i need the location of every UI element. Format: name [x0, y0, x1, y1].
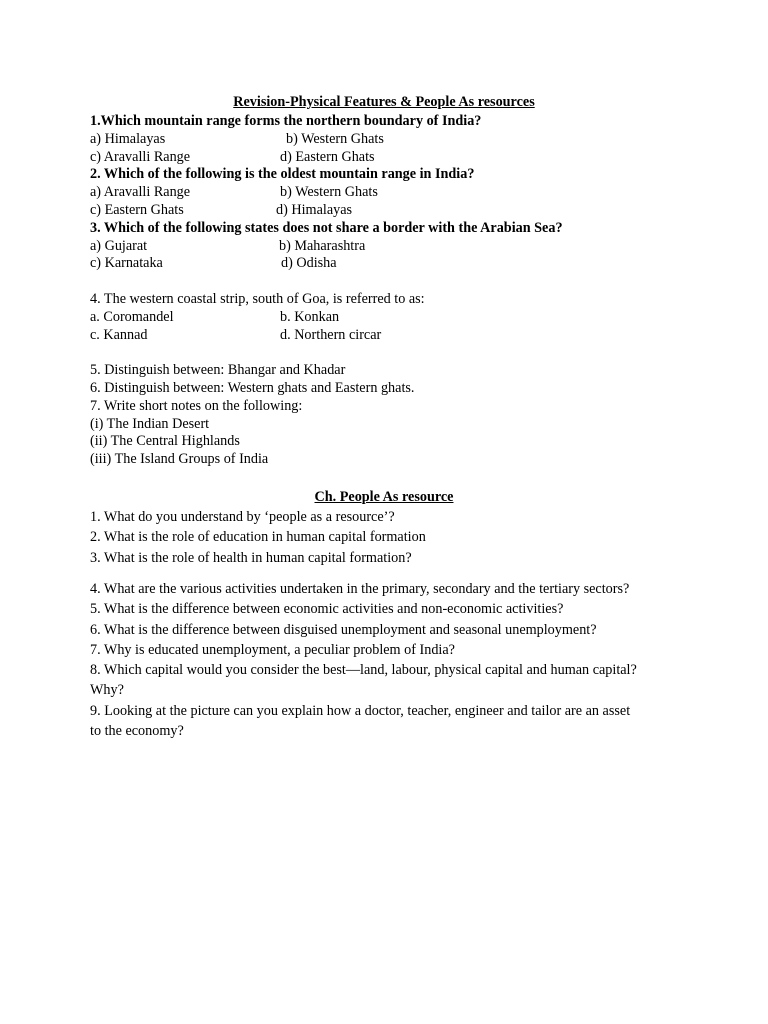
- question-2-options-row-1: [90, 184, 690, 202]
- q3-option-d: d) Odisha: [281, 255, 337, 272]
- question-1: 1.Which mountain range forms the northern boundary of India?: [90, 113, 482, 129]
- question-7-item: (iii) The Island Groups of India: [90, 451, 269, 468]
- q1-option-d: d) Eastern Ghats: [280, 148, 375, 165]
- section-2-question: 7. Why is educated unemployment, a peculiar problem of India?: [90, 641, 455, 658]
- section-2-question: 1. What do you understand by ‘people as a resource’?: [90, 509, 395, 525]
- q1-option-c: c) Aravalli Range: [90, 148, 191, 165]
- q1-option-a: a) Himalayas: [90, 130, 166, 147]
- question-1-options-row-2: [90, 149, 690, 167]
- spacer: [90, 344, 690, 362]
- q2-option-d: d) Himalayas: [276, 201, 353, 218]
- spacer: [90, 273, 690, 291]
- q4-option-d: d. Northern circar: [280, 326, 382, 343]
- q4-option-b: b. Konkan: [280, 308, 340, 325]
- q3-option-a: a) Gujarat: [90, 237, 148, 254]
- section-2-question: 9. Looking at the picture can you explain how a doctor, teacher, engineer and tailor are an asset: [90, 702, 631, 719]
- question-3: 3. Which of the following states does not share a border with the Arabian Sea?: [90, 219, 563, 236]
- question-7: 7. Write short notes on the following:: [90, 397, 303, 414]
- section-2-question: 6. What is the difference between disguised unemployment and seasonal unemployment?: [90, 621, 597, 638]
- section-2-question: 4. What are the various activities undertaken in the primary, secondary and the tertiary sectors?: [90, 581, 630, 597]
- q2-option-b: b) Western Ghats: [280, 184, 378, 201]
- question-4-options-row-2: [90, 327, 690, 345]
- q3-option-b: b) Maharashtra: [279, 237, 366, 254]
- question-4: 4. The western coastal strip, south of Goa, is referred to as:: [90, 290, 425, 307]
- q4-option-a: a. Coromandel: [90, 308, 174, 325]
- section-2-body: [90, 507, 690, 568]
- section-2-question: 3. What is the role of health in human capital formation?: [90, 549, 412, 566]
- section-2-question-continuation: Why?: [90, 682, 124, 699]
- section-2-question-continuation: to the economy?: [90, 723, 184, 740]
- section-2-question: 5. What is the difference between economic activities and non-economic activities?: [90, 601, 564, 618]
- question-2: 2. Which of the following is the oldest mountain range in India?: [90, 166, 475, 183]
- section-2-question: 8. Which capital would you consider the best—land, labour, physical capital and human capital?: [90, 662, 637, 679]
- q4-option-c: c. Kannad: [90, 326, 148, 343]
- question-5: 5. Distinguish between: Bhangar and Khadar: [90, 362, 346, 379]
- q1-option-b: b) Western Ghats: [286, 130, 384, 147]
- question-7-item: (ii) The Central Highlands: [90, 433, 240, 450]
- question-1-options-row-1: [90, 131, 690, 149]
- question-6: 6. Distinguish between: Western ghats and Eastern ghats.: [90, 379, 415, 396]
- section-2-title: Ch. People As resource: [314, 489, 454, 505]
- section-2-question: 2. What is the role of education in human capital formation: [90, 529, 426, 546]
- question-3-options-row-1: [90, 238, 690, 256]
- q2-option-a: a) Aravalli Range: [90, 184, 191, 201]
- question-7-item: (i) The Indian Desert: [90, 415, 210, 432]
- q2-option-c: c) Eastern Ghats: [90, 201, 184, 218]
- section-1-body: [90, 113, 690, 469]
- question-4-options-row-1: [90, 309, 690, 327]
- section-1-title: Revision-Physical Features & People As resources: [233, 94, 535, 110]
- question-3-options-row-2: [90, 255, 690, 273]
- question-2-options-row-2: [90, 202, 690, 220]
- q3-option-c: c) Karnataka: [90, 255, 163, 272]
- section-2-body-continued: [90, 579, 690, 741]
